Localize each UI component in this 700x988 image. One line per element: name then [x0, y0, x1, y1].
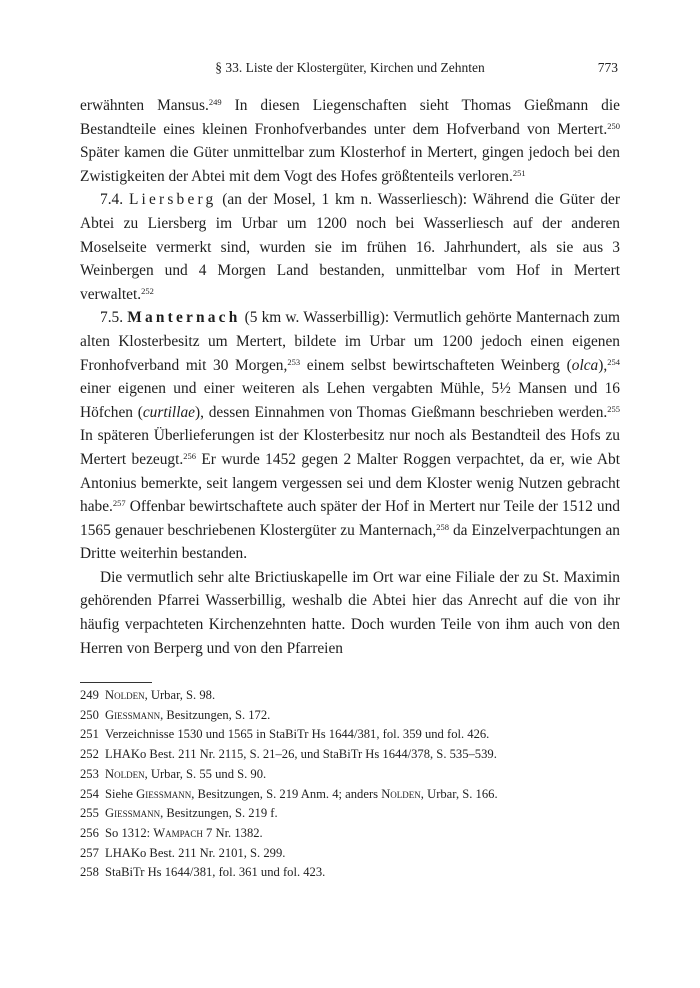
citation-text: , Urbar, S. 55 und S. 90. — [144, 766, 267, 781]
footnote-ref[interactable]: 255 — [607, 403, 621, 414]
author-name: Nolden — [105, 688, 145, 702]
text-run: (5 km w. Wasserbillig): Vermutlich gehörte Manternach zum alten Klosterbesitz um Mertert, bildete im Urbar um 1200 jedoch einen eigenen Fronhofverband mit 30 Morgen, — [80, 309, 620, 374]
text-run: Später kamen die Güter unmittelbar zum Klosterhof in Mertert, gingen jedoch bei den Zwistigkeiten der Abtei mit dem Vogt des Hofes größtenteils verloren. — [80, 144, 620, 185]
text-run: ), dessen Einnahmen von Thomas Gießmann beschrieben werden. — [195, 403, 608, 421]
place-name-manternach: Manternach — [127, 309, 241, 327]
footnote-number: 254 — [80, 786, 99, 801]
footnote-253 — [80, 765, 620, 785]
author-name: Wampach — [153, 825, 203, 840]
footnote-255 — [80, 804, 620, 824]
page-header — [80, 60, 620, 82]
footnote-ref[interactable]: 258 — [436, 521, 449, 532]
footnote-ref[interactable]: 257 — [112, 498, 126, 509]
footnote-number: 253 — [80, 766, 99, 781]
paragraph-mansus — [80, 94, 620, 188]
footnotes — [80, 686, 620, 883]
citation-text: , Besitzungen, S. 219 Anm. 4; anders — [191, 786, 382, 801]
text-run: ), — [598, 356, 608, 374]
footnote-separator — [80, 682, 152, 683]
citation-text: LHAKo Best. 211 Nr. 2115, S. 21–26, und StaBiTr Hs 1644/378, S. 535–539. — [105, 747, 497, 762]
footnote-number: 250 — [80, 707, 99, 722]
footnote-252 — [80, 745, 620, 765]
latin-term: olca — [571, 356, 599, 374]
section-number: 7.5. — [100, 309, 128, 327]
author-name: Giessmann — [105, 707, 161, 722]
footnote-number: 256 — [80, 825, 99, 840]
footnote-number: 258 — [80, 865, 99, 880]
latin-term: curtillae — [142, 403, 195, 421]
footnote-number: 249 — [80, 688, 99, 702]
footnote-258 — [80, 863, 620, 883]
text-run: einer eigenen und einer weiteren als Lehen vergabten Mühle, 5½ Mansen und 16 Höfchen ( — [80, 380, 620, 421]
footnote-ref[interactable]: 251 — [512, 167, 526, 178]
text-run: erwähnten Mansus. — [80, 97, 209, 114]
author-name: Nolden — [381, 786, 421, 801]
text-run: In späteren Überlieferungen ist der Klosterbesitz nur noch als Bestandteil des Hofs zu Mertert bezeugt. — [80, 427, 620, 468]
running-head: § 33. Liste der Klostergüter, Kirchen und Zehnten — [215, 60, 485, 75]
paragraph-manternach — [80, 306, 620, 566]
text-run: (an der Mosel, 1 km n. Wasserliesch): Während die Güter der Abtei zu Liersberg im Urbar um 1200 noch bei Wasserliesch auf der anderen Moselseite vermerkt sind, wurden sie im frühen 16. Jahrhundert, als sie aus 3 Weinbergen und 4 Morgen Land bestanden, unmittelbar vom Hof in Mertert verwaltet. — [80, 191, 620, 303]
text-run: einem selbst bewirtschafteten Weinberg ( — [300, 356, 572, 374]
author-name: Nolden — [105, 766, 145, 781]
citation-text: 7 Nr. 1382. — [202, 825, 263, 840]
text-run: Er wurde 1452 gegen 2 Malter Roggen verpachtet, da er, wie Abt Antonius bemerkte, seit langem vergessen sei und dem Kloster wenig Nutzen gebracht habe. — [80, 450, 620, 516]
citation-text: , Besitzungen, S. 219 f. — [160, 806, 278, 821]
author-name: Giessmann — [105, 806, 161, 821]
footnote-251 — [80, 725, 620, 745]
footnote-number: 255 — [80, 806, 99, 821]
text-run: da Einzelverpachtungen an Dritte weiterhin bestanden. — [80, 521, 620, 563]
citation-text: Verzeichnisse 1530 und 1565 in StaBiTr Hs 1644/381, fol. 359 und fol. 426. — [105, 727, 490, 742]
author-name: Giessmann — [136, 786, 192, 801]
paragraph-brictiuskapelle: Die vermutlich sehr alte Brictiuskapelle im Ort war eine Filiale der zu St. Maximin gehörenden Pfarrei Wasserbillig, weshalb die Abtei hier das Anrecht auf die von ihr häufig verpachteten Kirchenzehnten hatte. Doch wurden Teile von ihm auch von den Herren von Berperg und von den Pfarreien — [80, 568, 620, 657]
text-run: In diesen Liegenschaften sieht Thomas Gießmann die Bestandteile eines kleinen Fronhofverbandes unter dem Hofverband von Mertert. — [80, 97, 620, 138]
footnote-ref[interactable]: 252 — [141, 285, 154, 296]
footnote-ref[interactable]: 253 — [287, 356, 301, 367]
footnote-ref[interactable]: 249 — [208, 97, 222, 107]
body-text — [80, 94, 620, 660]
citation-text: LHAKo Best. 211 Nr. 2101, S. 299. — [105, 845, 286, 860]
footnote-number: 257 — [80, 845, 99, 860]
paragraph-liersberg — [80, 188, 620, 306]
footnote-249 — [80, 686, 620, 706]
citation-text: Siehe — [105, 786, 137, 801]
section-number: 7.4. — [100, 191, 129, 209]
footnote-ref[interactable]: 250 — [607, 120, 620, 131]
footnote-number: 252 — [80, 747, 99, 762]
footnote-ref[interactable]: 256 — [183, 450, 196, 461]
footnote-256 — [80, 824, 620, 844]
page-number: 773 — [597, 60, 618, 75]
footnote-ref[interactable]: 254 — [607, 356, 620, 367]
place-name-liersberg: Liersberg — [128, 191, 217, 209]
citation-text: , Urbar, S. 98. — [144, 688, 216, 702]
citation-text: , Urbar, S. 166. — [420, 786, 498, 801]
text-run: Offenbar bewirtschaftete auch später der Hof in Mertert nur Teile der 1512 und 1565 genauer beschriebenen Klostergüter zu Manternach, — [80, 498, 620, 539]
citation-text: StaBiTr Hs 1644/381, fol. 361 und fol. 423. — [105, 865, 326, 880]
footnote-257 — [80, 844, 620, 864]
footnote-number: 251 — [80, 727, 99, 742]
footnote-250 — [80, 706, 620, 726]
footnote-254 — [80, 785, 620, 805]
citation-text: So 1312: — [105, 825, 154, 840]
citation-text: , Besitzungen, S. 172. — [160, 707, 271, 722]
